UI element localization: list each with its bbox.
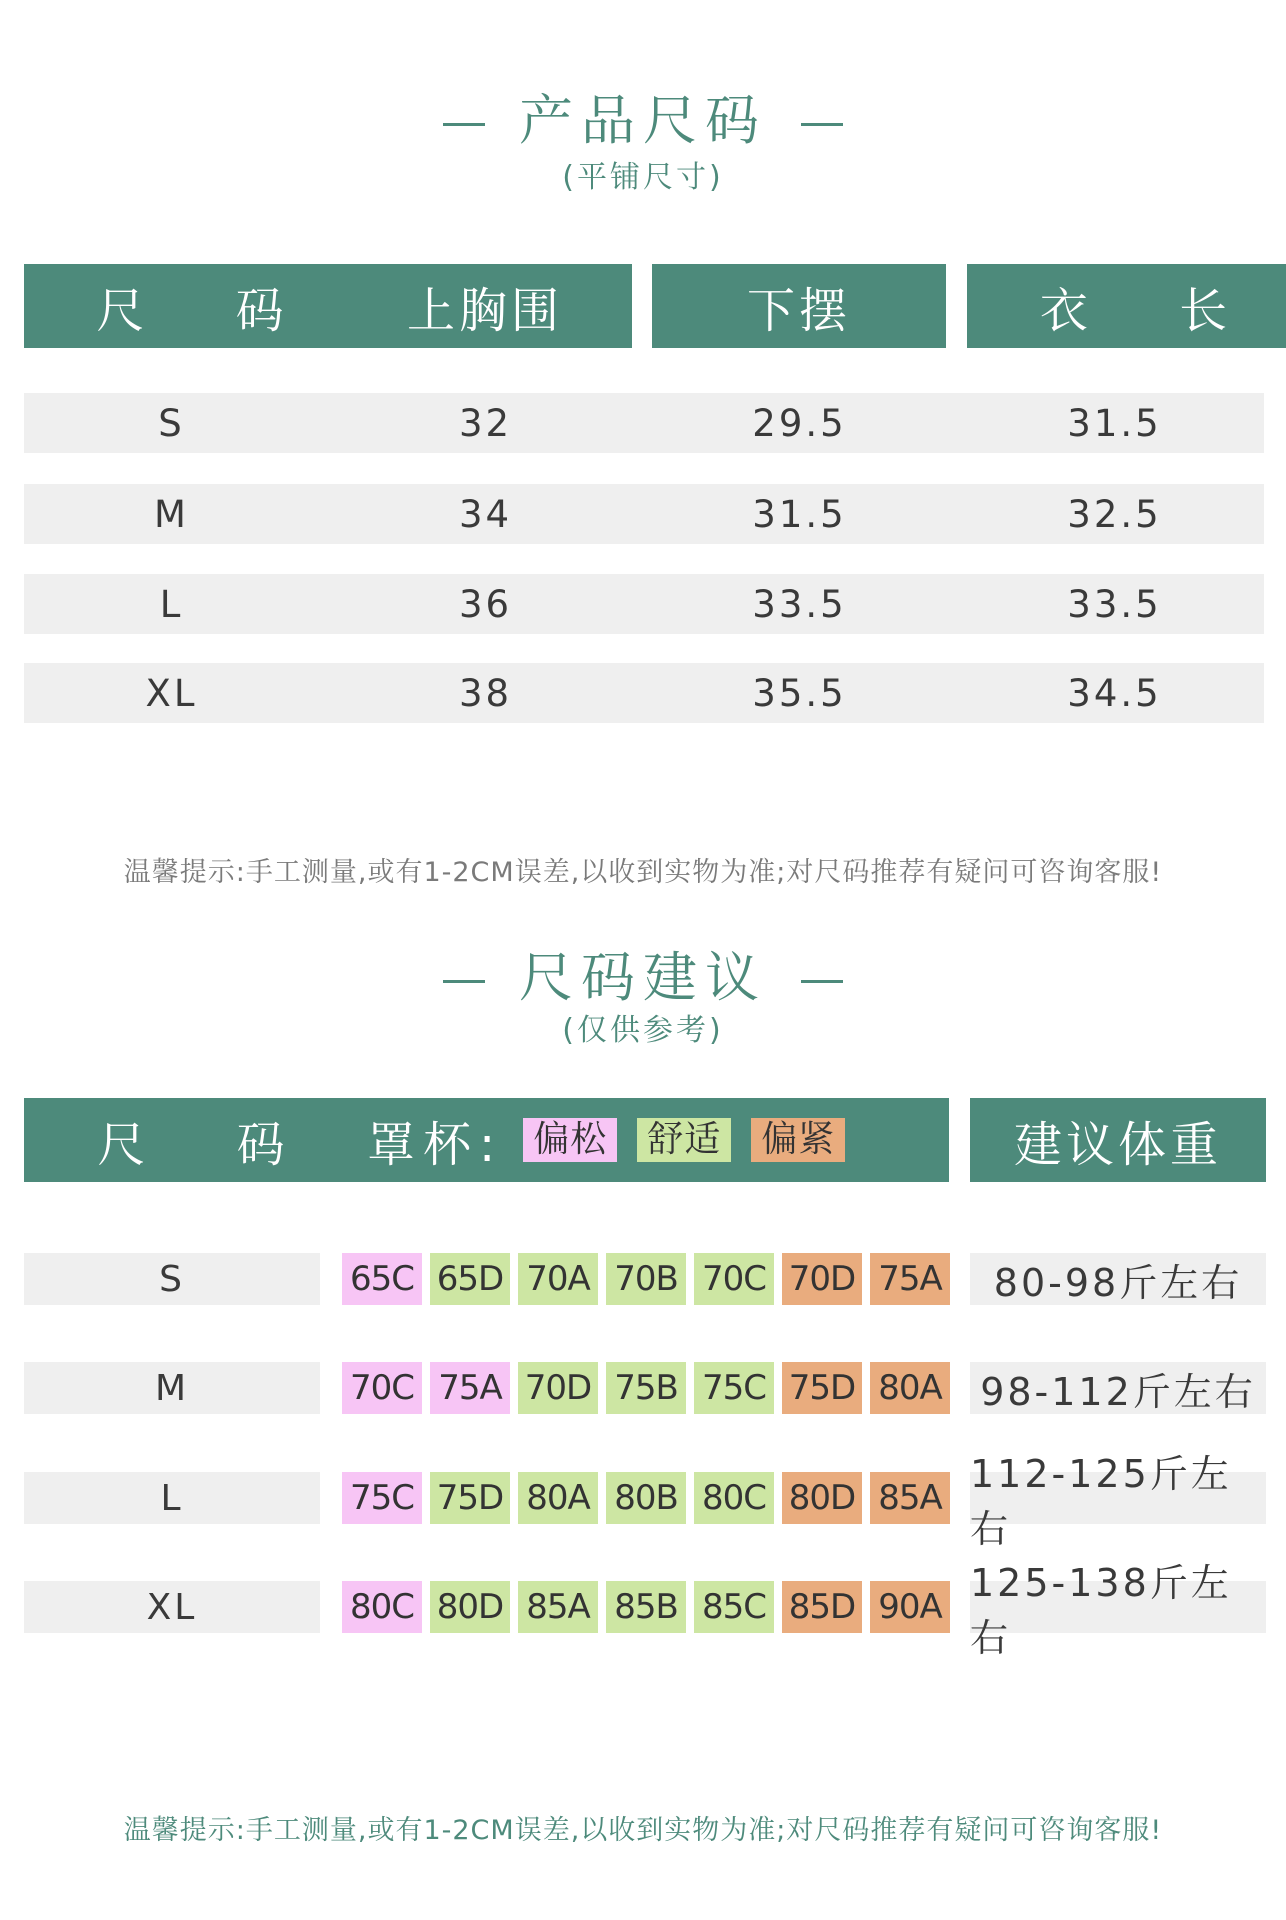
cup-size-chip-comfort: 70D: [518, 1362, 598, 1414]
cup-size-chip-tight: 80A: [870, 1362, 950, 1414]
cup-size-chip-loose: 75C: [342, 1472, 422, 1524]
title-dash-left: [443, 123, 485, 126]
cup-size-chip-comfort: 80B: [606, 1472, 686, 1524]
cup-size-chip-comfort: 70B: [606, 1253, 686, 1305]
weight-cell: 80-98斤左右: [970, 1253, 1266, 1305]
table-cell: 31.5: [752, 492, 847, 536]
header-hem: 下摆: [652, 264, 946, 348]
size-label: XL: [146, 1586, 198, 1628]
cup-size-chip-loose: 65C: [342, 1253, 422, 1305]
table-cell: S: [158, 401, 185, 445]
table-cell: 33.5: [752, 582, 847, 626]
cup-size-chip-comfort: 85A: [518, 1581, 598, 1633]
cup-size-chip-comfort: 70C: [694, 1253, 774, 1305]
section-title-text: 产品尺码: [519, 89, 767, 152]
cup-size-chip-comfort: 75D: [430, 1472, 510, 1524]
size-label: M: [154, 1367, 190, 1409]
legend-tight: 偏紧: [751, 1118, 845, 1162]
cup-size-chip-comfort: 80A: [518, 1472, 598, 1524]
title-dash-right: [801, 980, 843, 983]
cup-size-chip-comfort: 85B: [606, 1581, 686, 1633]
header-size: 尺 码: [24, 1098, 358, 1182]
table-cell: 29.5: [752, 401, 847, 445]
table-cell: 38: [458, 671, 513, 715]
cup-size-chip-comfort: 80C: [694, 1472, 774, 1524]
table-cell: 34: [458, 492, 513, 536]
cup-size-chip-comfort: 75C: [694, 1362, 774, 1414]
header-size: 尺 码: [24, 264, 356, 348]
cup-size-chip-loose: 75A: [430, 1362, 510, 1414]
section-title-text: 尺码建议: [519, 946, 767, 1009]
legend-loose: 偏松: [523, 1118, 617, 1162]
weight-cell: 112-125斤左右: [970, 1472, 1266, 1524]
table-cell: 32.5: [1067, 492, 1162, 536]
cup-size-chip-tight: 75A: [870, 1253, 950, 1305]
table-cell: 32: [458, 401, 513, 445]
header-cup-label: 罩杯:: [367, 1116, 504, 1173]
section-subtitle-reference: (仅供参考): [562, 1013, 724, 1048]
cup-size-chip-tight: 75D: [782, 1362, 862, 1414]
table-cell: L: [159, 582, 184, 626]
header-upper-bust: 上胸围: [338, 264, 632, 348]
cup-size-chip-loose: 70C: [342, 1362, 422, 1414]
cup-size-chip-loose: 80C: [342, 1581, 422, 1633]
table-cell: 31.5: [1067, 401, 1162, 445]
cup-size-chip-comfort: 80D: [430, 1581, 510, 1633]
tip-note: 温馨提示:手工测量,或有1-2CM误差,以收到实物为准;对尺码推荐有疑问可咨询客服!: [123, 857, 1163, 888]
cup-size-chip-comfort: 75B: [606, 1362, 686, 1414]
section-subtitle-flat-measure: (平铺尺寸): [562, 160, 724, 195]
table-cell: 35.5: [752, 671, 847, 715]
cup-size-chip-tight: 85A: [870, 1472, 950, 1524]
cup-size-chip-tight: 85D: [782, 1581, 862, 1633]
header-cup: [339, 1098, 949, 1182]
cup-size-chip-comfort: 70A: [518, 1253, 598, 1305]
legend-comfort: 舒适: [637, 1118, 731, 1162]
section-title-product-size: [0, 78, 1286, 155]
table-cell: XL: [145, 671, 198, 715]
cup-size-chip-tight: 80D: [782, 1472, 862, 1524]
weight-cell: 98-112斤左右: [970, 1362, 1266, 1414]
table-cell: M: [154, 492, 189, 536]
section-title-size-advice: [0, 935, 1286, 1012]
cup-size-chip-tight: 90A: [870, 1581, 950, 1633]
title-dash-left: [443, 980, 485, 983]
table-cell: 36: [458, 582, 513, 626]
header-suggested-weight: 建议体重: [970, 1098, 1266, 1182]
table-cell: 34.5: [1067, 671, 1162, 715]
tip-note-green: 温馨提示:手工测量,或有1-2CM误差,以收到实物为准;对尺码推荐有疑问可咨询客服!: [123, 1815, 1163, 1846]
cup-size-chip-tight: 70D: [782, 1253, 862, 1305]
size-label: S: [159, 1258, 185, 1300]
table-cell: 33.5: [1067, 582, 1162, 626]
title-dash-right: [801, 123, 843, 126]
cup-size-chip-comfort: 65D: [430, 1253, 510, 1305]
size-label: L: [160, 1477, 184, 1519]
weight-cell: 125-138斤左右: [970, 1581, 1266, 1633]
header-length: 衣 长: [967, 264, 1286, 348]
cup-size-chip-comfort: 85C: [694, 1581, 774, 1633]
